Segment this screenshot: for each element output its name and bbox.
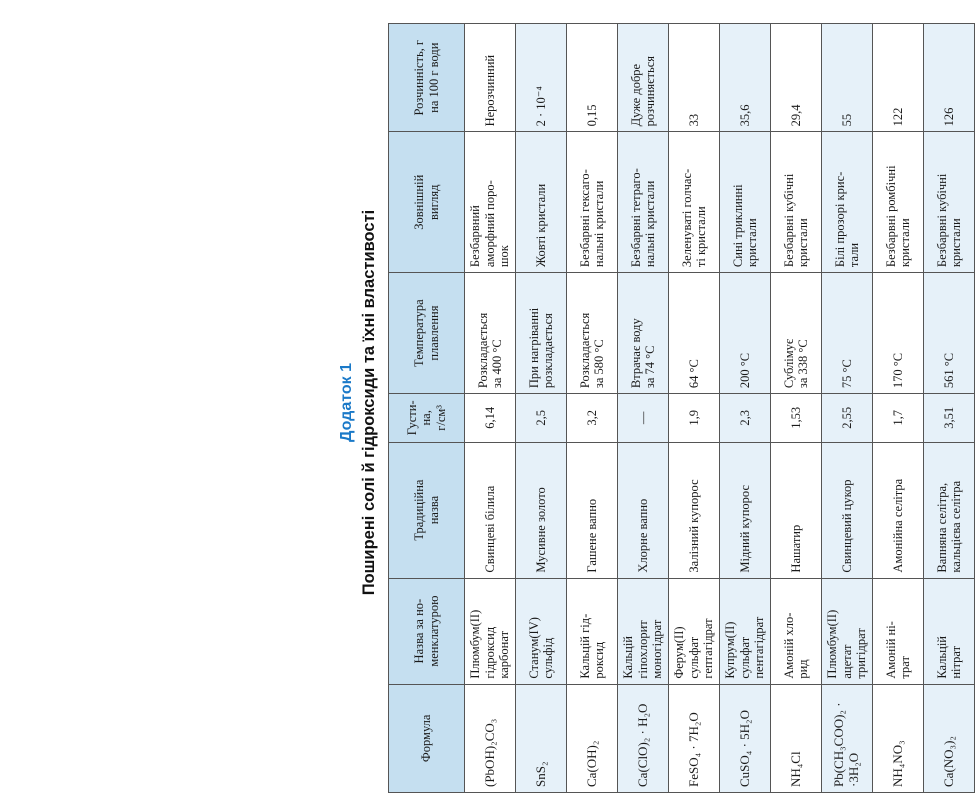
density-cell: 3,2 bbox=[567, 394, 618, 442]
column-header bbox=[389, 273, 465, 394]
iupac-name-cell: Купрум(ІІ) сульфат пентагідрат bbox=[720, 578, 771, 684]
iupac-name-cell: Плюмбум(ІІ) ацетат тригідрат bbox=[822, 578, 873, 684]
solubility-cell: 29,4 bbox=[771, 24, 822, 132]
iupac-name-cell: Плюмбум(ІІ) гідроксид карбонат bbox=[465, 578, 516, 684]
formula-cell: Ca(OH)₂ bbox=[567, 684, 618, 792]
header-formula: Формула bbox=[419, 714, 434, 763]
iupac-name-cell: Кальцій нітрат bbox=[924, 578, 975, 684]
formula-cell: NH₄Cl bbox=[771, 684, 822, 792]
melting-point-cell: Розкладається за 580 °С bbox=[567, 273, 618, 394]
table-row bbox=[567, 24, 618, 793]
solubility-cell: Дуже добре розчиняється bbox=[618, 24, 669, 132]
density-cell: 2,55 bbox=[822, 394, 873, 442]
density-cell: 1,7 bbox=[873, 394, 924, 442]
iupac-name-cell: Кальцій гіпохлорит моногідрат bbox=[618, 578, 669, 684]
melting-point-cell: Розкладається за 400 °С bbox=[465, 273, 516, 394]
trivial-name-cell: Свинцеві білила bbox=[465, 442, 516, 578]
trivial-name-cell: Вапняна селітра, кальцієва селітра bbox=[924, 442, 975, 578]
table-row bbox=[771, 24, 822, 793]
solubility-cell: Нерозчинний bbox=[465, 24, 516, 132]
appearance-cell: Сині триклинні кристали bbox=[720, 132, 771, 273]
formula-cell: Ca(NO₃)₂ bbox=[924, 684, 975, 792]
column-header bbox=[389, 684, 465, 792]
column-header bbox=[389, 132, 465, 273]
appearance-cell: Безбарвний аморфний поро- шок bbox=[465, 132, 516, 273]
appearance-cell: Безбарвні тетраго- нальні кристали bbox=[618, 132, 669, 273]
melting-point-cell: 75 °С bbox=[822, 273, 873, 394]
solubility-cell: 33 bbox=[669, 24, 720, 132]
solubility-cell: 0,15 bbox=[567, 24, 618, 132]
column-header bbox=[389, 394, 465, 442]
column-header bbox=[389, 24, 465, 132]
formula-cell: FeSO₄ · 7H₂O bbox=[669, 684, 720, 792]
trivial-name-cell: Хлорне вапно bbox=[618, 442, 669, 578]
iupac-name-cell: Кальцій гід- роксид bbox=[567, 578, 618, 684]
melting-point-cell: 561 °С bbox=[924, 273, 975, 394]
appearance-cell: Безбарвні гексаго- нальні кристали bbox=[567, 132, 618, 273]
appearance-cell: Безбарвні кубічні кристали bbox=[771, 132, 822, 273]
trivial-name-cell: Гашене вапно bbox=[567, 442, 618, 578]
melting-point-cell: 170 °С bbox=[873, 273, 924, 394]
appearance-cell: Безбарвні кубічні кристали bbox=[924, 132, 975, 273]
density-cell: — bbox=[618, 394, 669, 442]
header-density: Густи- на, г/см³ bbox=[404, 400, 448, 436]
melting-point-cell: Втрачає воду за 74 °С bbox=[618, 273, 669, 394]
solubility-cell: 122 bbox=[873, 24, 924, 132]
appearance-cell: Жовті кристали bbox=[516, 132, 567, 273]
formula-cell: Pb(CH₃COO)₂ · ·3H₂O bbox=[822, 684, 873, 792]
formula-cell: Ca(ClO)₂ · H₂O bbox=[618, 684, 669, 792]
table-row bbox=[720, 24, 771, 793]
solubility-cell: 55 bbox=[822, 24, 873, 132]
melting-point-cell: Сублімує за 338 °С bbox=[771, 273, 822, 394]
solubility-cell: 126 bbox=[924, 24, 975, 132]
density-cell: 1,53 bbox=[771, 394, 822, 442]
properties-table bbox=[388, 23, 975, 793]
header-melting-point: Температура плавлення bbox=[412, 299, 441, 367]
table-row bbox=[516, 24, 567, 793]
iupac-name-cell: Амоній хло- рид bbox=[771, 578, 822, 684]
appendix-label: Додаток 1 bbox=[338, 363, 355, 442]
table-row bbox=[618, 24, 669, 793]
trivial-name-cell: Залізний купорос bbox=[669, 442, 720, 578]
header-iupac-name: Назва за но- менклатурою bbox=[412, 595, 441, 667]
table-row bbox=[924, 24, 975, 793]
iupac-name-cell: Ферум(ІІ) сульфат гептагідрат bbox=[669, 578, 720, 684]
formula-cell: SnS₂ bbox=[516, 684, 567, 792]
density-cell: 1,9 bbox=[669, 394, 720, 442]
column-header bbox=[389, 442, 465, 578]
trivial-name-cell: Нашатир bbox=[771, 442, 822, 578]
iupac-name-cell: Станум(IV) сульфід bbox=[516, 578, 567, 684]
table-row bbox=[822, 24, 873, 793]
formula-cell: (PbOH)₂CO₃ bbox=[465, 684, 516, 792]
density-cell: 2,3 bbox=[720, 394, 771, 442]
formula-cell: CuSO₄ · 5H₂O bbox=[720, 684, 771, 792]
appearance-cell: Зеленуваті голчас- ті кристали bbox=[669, 132, 720, 273]
appearance-cell: Білі прозорі крис- тали bbox=[822, 132, 873, 273]
trivial-name-cell: Амонійна селітра bbox=[873, 442, 924, 578]
trivial-name-cell: Свинцевий цукор bbox=[822, 442, 873, 578]
solubility-cell: 2 · 10⁻⁴ bbox=[516, 24, 567, 132]
melting-point-cell: 200 °С bbox=[720, 273, 771, 394]
iupac-name-cell: Амоній ні- трат bbox=[873, 578, 924, 684]
page-title: Поширені солі й гідроксиди та їхні властивості bbox=[360, 209, 378, 596]
header-solubility: Розчинність, г на 100 г води bbox=[412, 39, 441, 116]
melting-point-cell: При нагріванні розкладається bbox=[516, 273, 567, 394]
header-appearance: Зовнішній вигляд bbox=[412, 174, 441, 230]
column-header bbox=[389, 578, 465, 684]
density-cell: 3,51 bbox=[924, 394, 975, 442]
density-cell: 2,5 bbox=[516, 394, 567, 442]
table-row bbox=[873, 24, 924, 793]
table-row bbox=[669, 24, 720, 793]
appearance-cell: Безбарвні ромбічні кристали bbox=[873, 132, 924, 273]
table-row bbox=[465, 24, 516, 793]
formula-cell: NH₄NO₃ bbox=[873, 684, 924, 792]
trivial-name-cell: Мідний купорос bbox=[720, 442, 771, 578]
solubility-cell: 35,6 bbox=[720, 24, 771, 132]
header-trivial-name: Традиційна назва bbox=[412, 479, 441, 541]
melting-point-cell: 64 °С bbox=[669, 273, 720, 394]
density-cell: 6,14 bbox=[465, 394, 516, 442]
trivial-name-cell: Мусивне золото bbox=[516, 442, 567, 578]
table-header-row bbox=[389, 24, 465, 793]
